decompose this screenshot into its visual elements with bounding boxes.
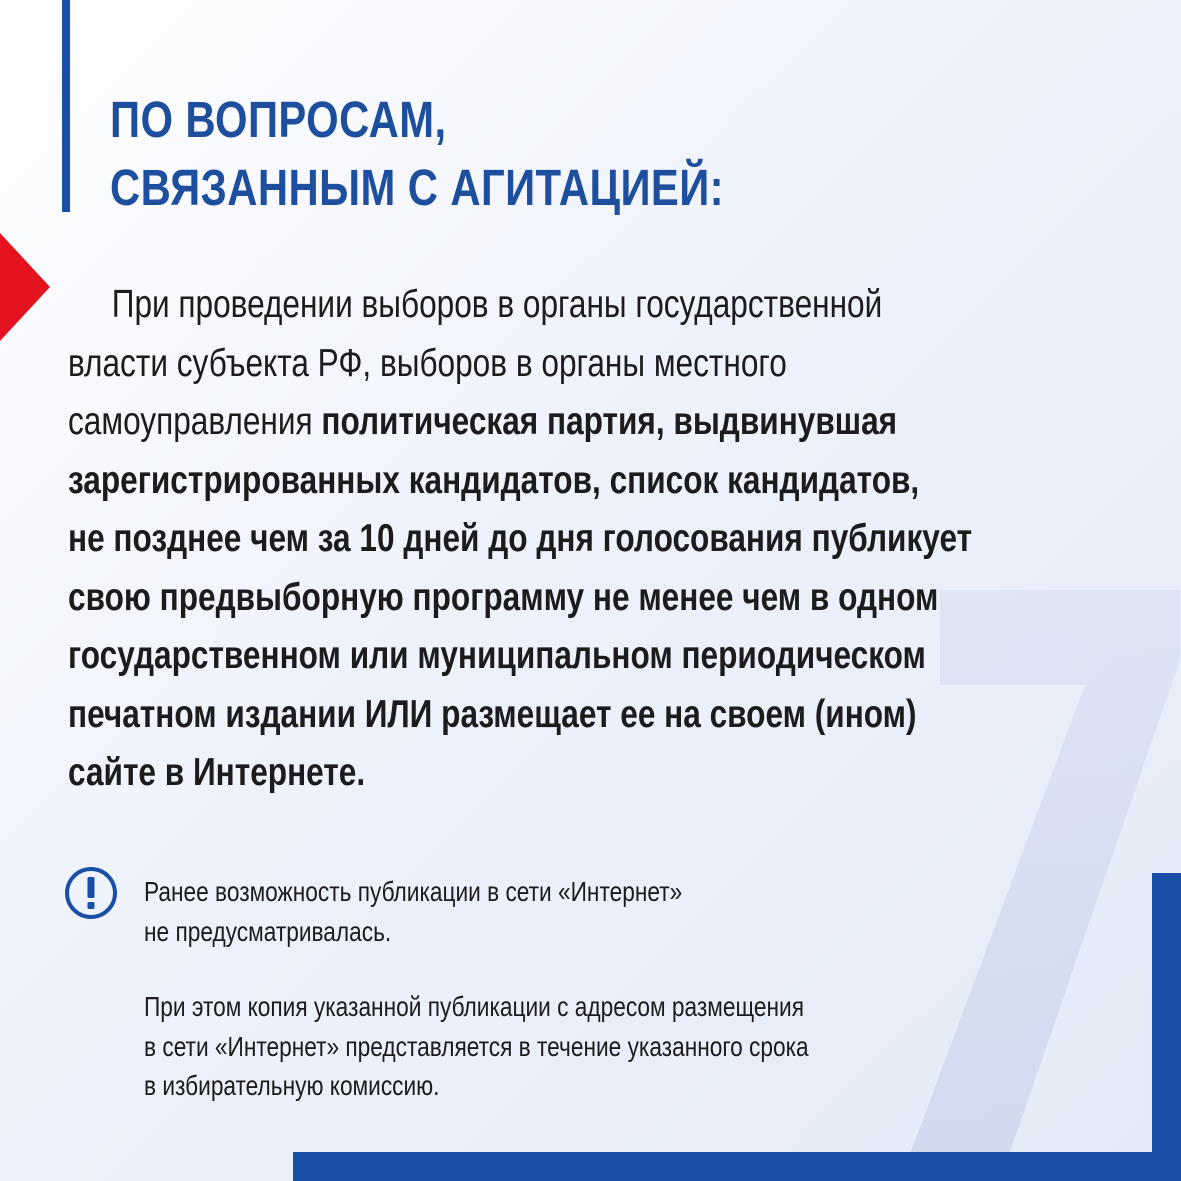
note-line: При этом копия указанной публикации с адресом размещения (144, 991, 804, 1022)
note-block (144, 872, 1116, 1106)
exclamation-circle-icon (64, 866, 118, 920)
paragraph-line: власти субъекта РФ, выборов в органы местного (68, 341, 787, 385)
paragraph-line: самоуправления (68, 400, 322, 443)
note-line: в сети «Интернет» представляется в течение указанного срока (144, 1030, 809, 1062)
paragraph-line-bold: государственном или муниципальном периодическом (68, 634, 926, 677)
right-accent-bar (1152, 873, 1181, 1181)
note-line: Ранее возможность публикации в сети «Интернет» (144, 876, 683, 907)
paragraph-line-bold: политическая партия, выдвинувшая (321, 400, 898, 443)
title-line-1: ПО ВОПРОСАМ, (110, 91, 447, 148)
paragraph-line-bold: не позднее чем за 10 дней до дня голосования публикует (68, 517, 973, 560)
note-line: в избирательную комиссию. (144, 1070, 440, 1101)
page-title (110, 86, 848, 222)
paragraph-line: При проведении выборов в органы государственной (111, 283, 883, 326)
paragraph-line-bold: свою предвыборную программу не менее чем в одном (68, 575, 939, 619)
left-accent-bar (62, 0, 70, 212)
title-line-2: СВЯЗАННЫМ С АГИТАЦИЕЙ: (110, 159, 725, 216)
main-paragraph (68, 276, 1137, 803)
paragraph-line-bold: печатном издании ИЛИ размещает ее на своем (ином) (68, 692, 917, 736)
bottom-accent-bar (293, 1152, 1181, 1181)
paragraph-line-bold: зарегистрированных кандидатов, список кандидатов, (68, 458, 920, 502)
note-line: не предусматривалась. (144, 915, 392, 947)
red-arrow-icon (0, 233, 50, 341)
paragraph-line-bold: сайте в Интернете. (68, 751, 366, 794)
